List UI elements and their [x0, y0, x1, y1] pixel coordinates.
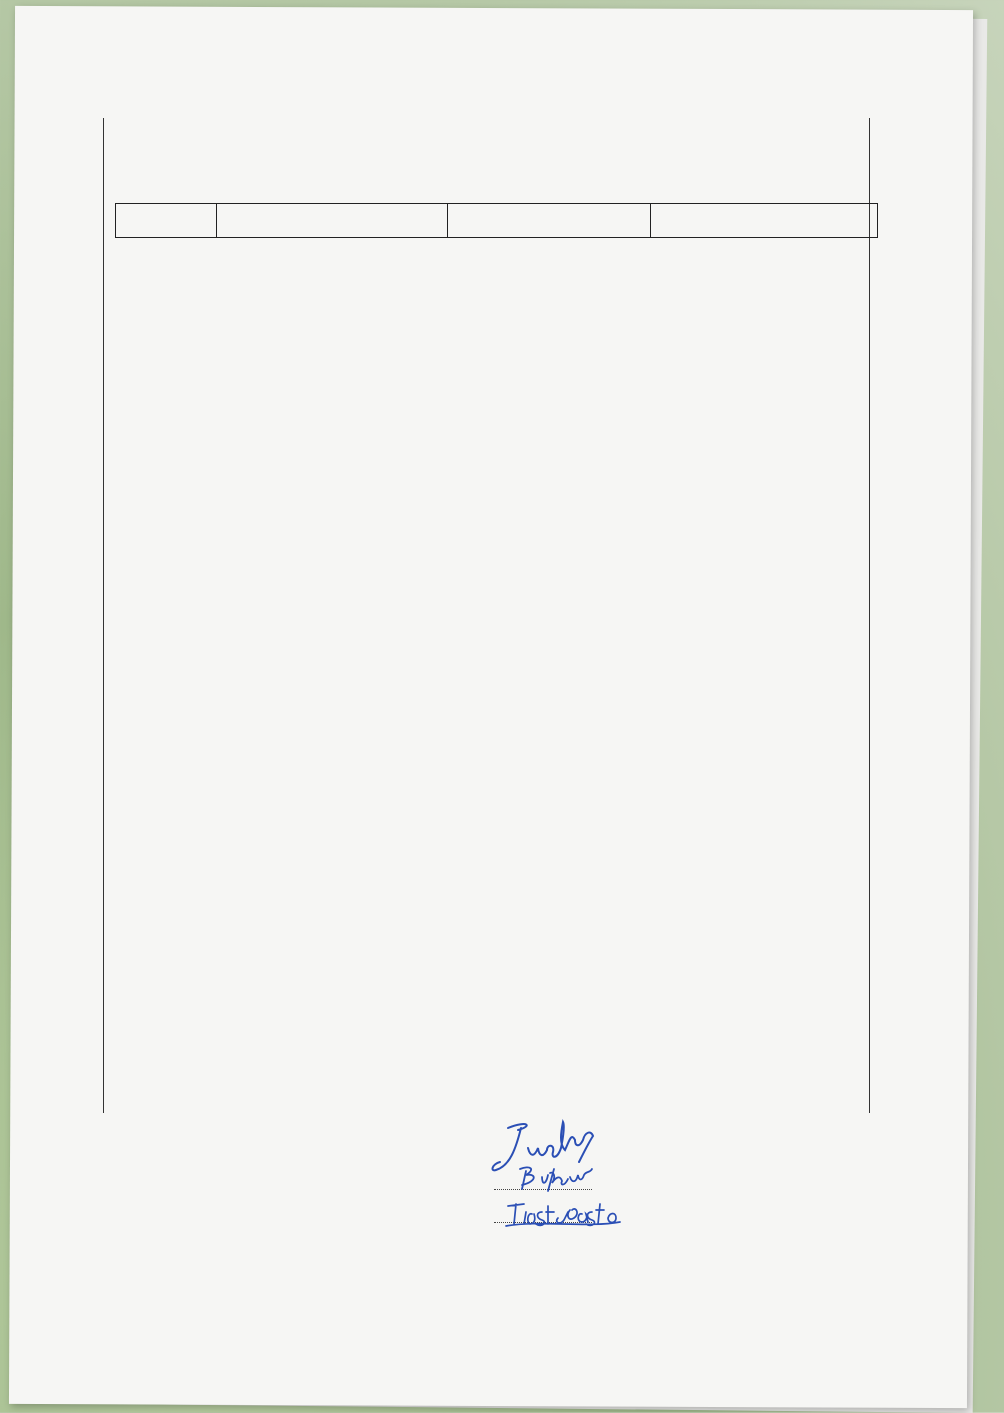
steward-signature	[508, 1163, 608, 1197]
cook-signature	[498, 1196, 632, 1232]
menu-frame	[103, 118, 870, 1113]
header-date	[116, 204, 217, 238]
header-lunch	[651, 204, 878, 238]
header-breakfast	[217, 204, 448, 238]
header-second-breakfast	[448, 204, 651, 238]
menu-table	[115, 203, 878, 238]
